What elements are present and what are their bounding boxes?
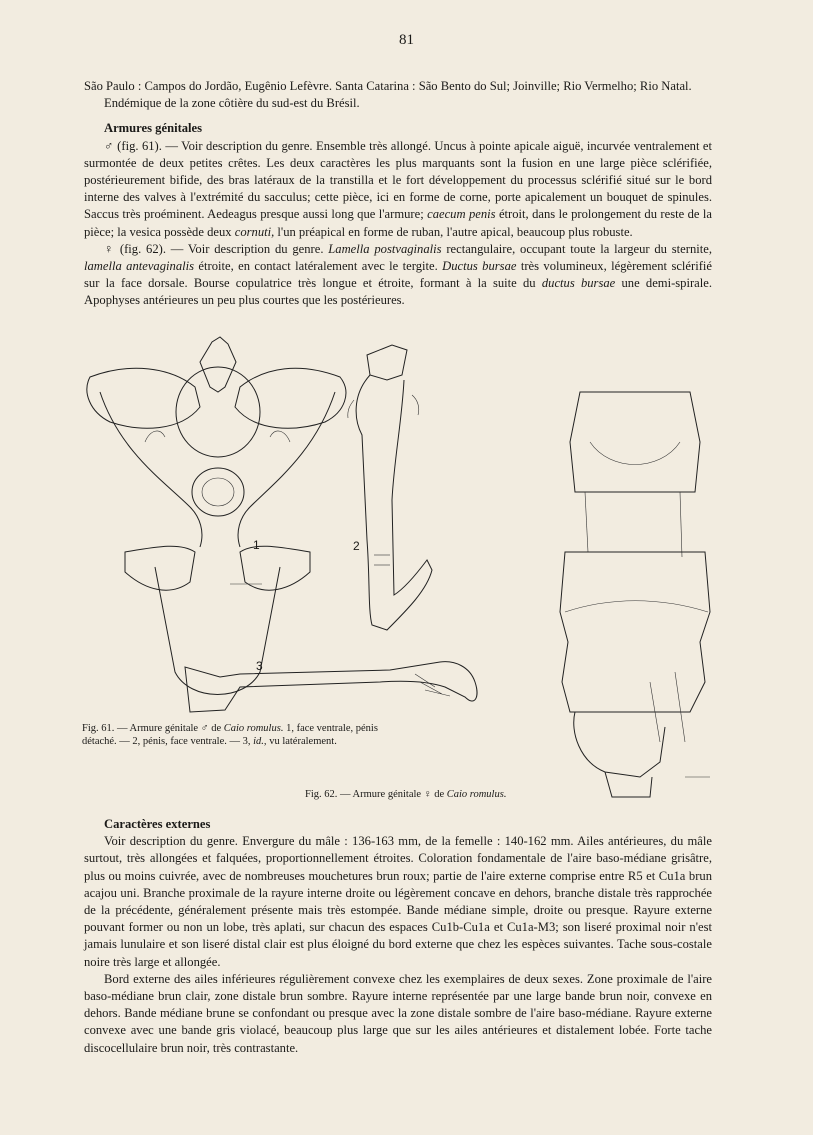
female-paragraph: ♀ (fig. 62). — Voir description du genre. Lamella postvaginalis rectangulaire, occupant toute la largeur du sternite, lamella antevaginalis étroite, en contact latéralement avec le tergite. Ductus bursae très volumineux, légèrement sclérifié sur la face dorsale. Bourse copulatrice très longue et étroite, formant à la suite du ductus bursae une demi-spirale. Apophyses antérieures un peu plus courtes que les postérieures. (84, 241, 712, 308)
heading-genital: Armures génitales (104, 121, 203, 136)
figure-label-2: 2 (353, 539, 360, 553)
figure-61-3-drawing (180, 652, 500, 722)
external-paragraph-2: Bord externe des ailes inférieures régulièrement convexe chez les exemplaires de deux sexes. Zone proximale de l'aire baso-médiane brun clair, zone distale brun sombre. Rayure interne représentée par une large bande brun noir, convexe en dehors. Bande médiane brune se confondant ou presque avec la zone distale sombre de l'aire baso-médiane. Rayure externe convexe avec une bande gris violacé, beaucoup plus large que sur les ailes antérieures et distalement lobée. Forte tache discocellulaire brun noir, très contrastante. (84, 971, 712, 1055)
upper-text (84, 78, 712, 310)
external-paragraph-1: Voir description du genre. Envergure du mâle : 136-163 mm, de la femelle : 140-162 mm. Ailes antérieures, du mâle surtout, très allongées et falquées, proportionnellement étroites. Coloration fondamentale de l'aire baso-médiane grisâtre, plus ou moins cuivrée, avec de nombreuses mouchetures brun roux; partie de l'aire externe comprise entre R5 et Cu1a brun acajou uni. Branche proximale de la rayure interne droite ou légèrement concave en dehors, branche distale très rapprochée de la précédente, généralement présente mais très estompée. Bande médiane simple, droite ou presque. Rayure externe pouvant former ou non un lobe, très aplati, sur chacun des espaces Cu1b-Cu1a et Cu1a-M3; son liseré proximal noir n'est jamais lunulaire et son liseré distal clair est plus éloigné du bord externe que chez les espèces suivantes. Tache sous-costale noire très large et allongée. (84, 834, 712, 969)
caption-figure-62: Fig. 62. — Armure génitale ♀ de Caio romulus. (305, 789, 507, 800)
heading-external: Caractères externes (104, 817, 211, 831)
figure-label-3: 3 (256, 659, 263, 673)
male-paragraph: ♂ (fig. 61). — Voir description du genre. Ensemble très allongé. Uncus à pointe apicale aiguë, incurvée ventralement et surmontée de deux petites crêtes. Les deux caractères les plus marquants sont la fusion en une large pièce sclérifiée, postérieurement bifide, des bras latéraux de la transtilla et le fort développement du processus sclérifié situé sur le bord interne des valves à l'extrémité du sacculus; cette pièce, ici en forme de corne, porte apicalement un bouquet de spinules. Saccus très proéminent. Aedeagus presque aussi long que l'armure; caecum penis étroit, dans le prolongement du reste de la pièce; la vesica possède deux cornuti, l'un préapical en forme de ruban, l'autre apical, beaucoup plus robuste. (84, 138, 712, 239)
endemic-paragraph: Endémique de la zone côtière du sud-est du Brésil. (104, 96, 360, 111)
locality-paragraph: São Paulo : Campos do Jordão, Eugênio Lefèvre. Santa Catarina : São Bento do Sul; Joinville; Rio Vermelho; Rio Natal. (84, 79, 692, 93)
caption-figure-61: Fig. 61. — Armure génitale ♂ de Caio romulus. 1, face ventrale, pénis détaché. — 2, pénis, face ventrale. — 3, id., vu latéralement. (82, 723, 378, 747)
figure-62-drawing (550, 382, 720, 802)
figures-area (70, 332, 730, 812)
figure-61-2-drawing (332, 340, 452, 640)
figure-label-1: 1 (253, 538, 260, 552)
page-number: 81 (399, 32, 414, 48)
lower-text (84, 816, 712, 1057)
